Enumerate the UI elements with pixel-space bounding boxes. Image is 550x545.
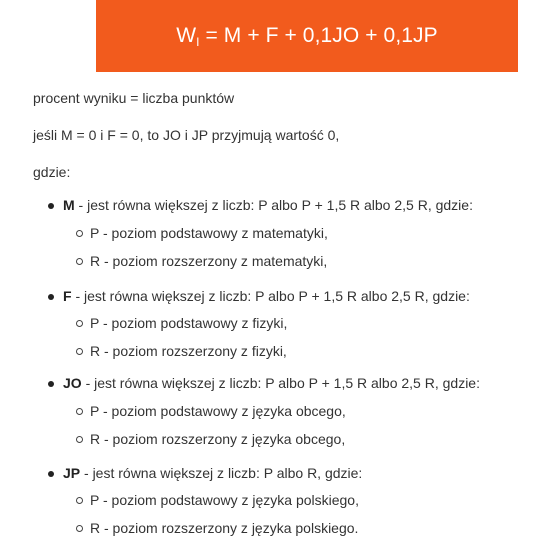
formula bbox=[176, 24, 438, 49]
circle-bullet-icon bbox=[76, 320, 83, 327]
circle-bullet-icon bbox=[76, 258, 83, 265]
circle-bullet-icon bbox=[76, 348, 83, 355]
paragraph-zero-condition: jeśli M = 0 i F = 0, to JO i JP przyjmują wartość 0, bbox=[33, 127, 340, 143]
list-item-jo bbox=[48, 375, 528, 395]
item-key: M bbox=[63, 197, 75, 213]
circle-bullet-icon bbox=[76, 408, 83, 415]
formula-lhs: W bbox=[176, 23, 197, 47]
circle-bullet-icon bbox=[76, 497, 83, 504]
sub-item-text: R - poziom rozszerzony z fizyki, bbox=[90, 343, 287, 359]
item-key: JP bbox=[63, 465, 81, 481]
sub-item-text: R - poziom rozszerzony z języka obcego, bbox=[90, 431, 346, 447]
sub-item-text: R - poziom rozszerzony z języka polskiego. bbox=[90, 520, 359, 536]
sub-item-text: P - poziom podstawowy z języka polskiego, bbox=[90, 492, 359, 508]
list-item-m bbox=[48, 197, 528, 217]
formula-rhs: = M + F + 0,1JO + 0,1JP bbox=[199, 23, 438, 47]
bullet-icon bbox=[48, 203, 54, 209]
paragraph-where: gdzie: bbox=[33, 164, 71, 180]
sub-item-text: P - poziom podstawowy z fizyki, bbox=[90, 315, 288, 331]
bullet-icon bbox=[48, 294, 54, 300]
item-text: - jest równa większej z liczb: P albo P + 1,5 R albo 2,5 R, gdzie: bbox=[74, 197, 473, 213]
sub-item-text: P - poziom podstawowy z matematyki, bbox=[90, 225, 328, 241]
item-key: F bbox=[63, 288, 72, 304]
formula-lhs-subscript: I bbox=[196, 34, 200, 49]
sub-item-text: R - poziom rozszerzony z matematyki, bbox=[90, 253, 328, 269]
list-item-jp bbox=[48, 465, 528, 485]
circle-bullet-icon bbox=[76, 436, 83, 443]
circle-bullet-icon bbox=[76, 525, 83, 532]
bullet-icon bbox=[48, 381, 54, 387]
circle-bullet-icon bbox=[76, 230, 83, 237]
formula-banner bbox=[96, 0, 518, 72]
item-text: - jest równa większej z liczb: P albo R, gdzie: bbox=[80, 465, 363, 481]
item-key: JO bbox=[63, 375, 82, 391]
bullet-icon bbox=[48, 471, 54, 477]
list-item-f bbox=[48, 288, 528, 308]
paragraph-score-definition: procent wyniku = liczba punktów bbox=[33, 90, 235, 106]
item-text: - jest równa większej z liczb: P albo P + 1,5 R albo 2,5 R, gdzie: bbox=[71, 288, 470, 304]
item-text: - jest równa większej z liczb: P albo P + 1,5 R albo 2,5 R, gdzie: bbox=[81, 375, 480, 391]
sub-item-text: P - poziom podstawowy z języka obcego, bbox=[90, 403, 346, 419]
